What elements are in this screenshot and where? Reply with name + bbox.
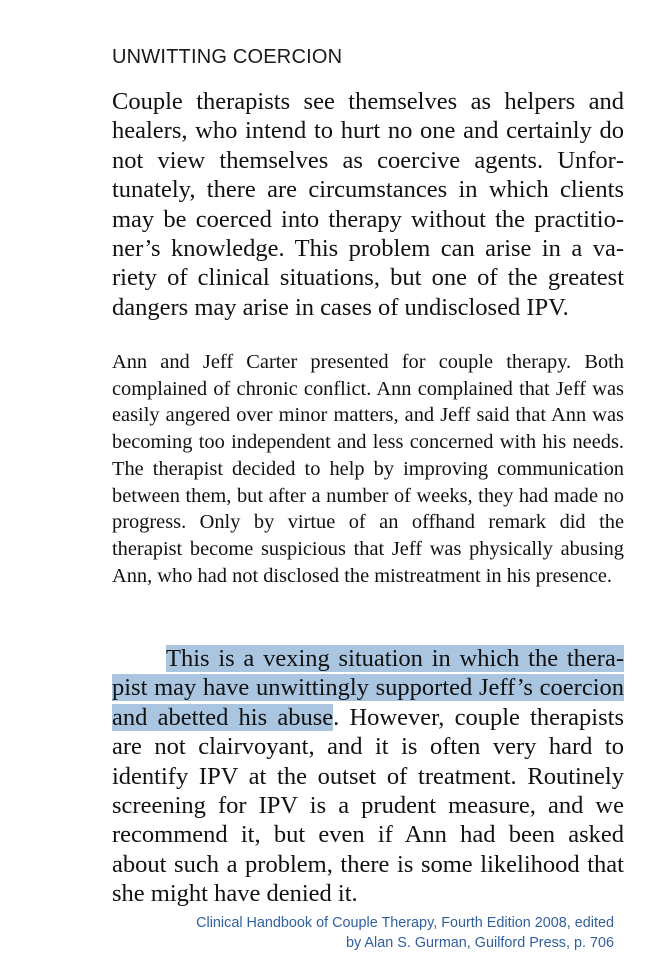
discussion-rest-text: . However, couple therapists are not clairvoyant, and it is often very hard to identify IPV at the outset of treatment. Routinely screening for IPV is a prudent measure, and we recommend it, but even if Ann had been asked about such a problem, there is some likelihood that she might have denied it. xyxy=(112,703,624,908)
citation xyxy=(154,913,614,953)
citation-line-2: by Alan S. Gurman, Guilford Press, p. 706 xyxy=(346,935,614,951)
intro-paragraph: Couple therapists see themselves as helpers and healers, who intend to hurt no one and certainly do not view themselves as coercive agents. Unfortunately, there are circumstances in which clients may be coerced into therapy without the practitioner’s knowledge. This problem can arise in a variety of clinical situations, but one of the greatest dangers may arise in cases of undisclosed IPV. xyxy=(112,88,624,321)
highlighted-text[interactable]: This is a vexing situation in which the therapist may have unwittingly supported Jeff’s coercion and abetted his abuse xyxy=(112,645,624,731)
case-example-paragraph: Ann and Jeff Carter presented for couple therapy. Both complained of chronic conflict. Ann complained that Jeff was easily angered over minor matters, and Jeff said that Ann was becoming too independent and less concerned with his needs. The therapist decided to help by improving communication between them, but after a number of weeks, they had made no progress. Only by virtue of an offhand remark did the therapist become suspicious that Jeff was physically abusing Ann, who had not disclosed the mistreatment in his presence. xyxy=(112,351,624,587)
citation-line-1: Clinical Handbook of Couple Therapy, Fourth Edition 2008, edited xyxy=(196,915,614,931)
section-heading: UNWITTING COERCION xyxy=(112,46,343,68)
discussion-paragraph xyxy=(112,644,624,909)
